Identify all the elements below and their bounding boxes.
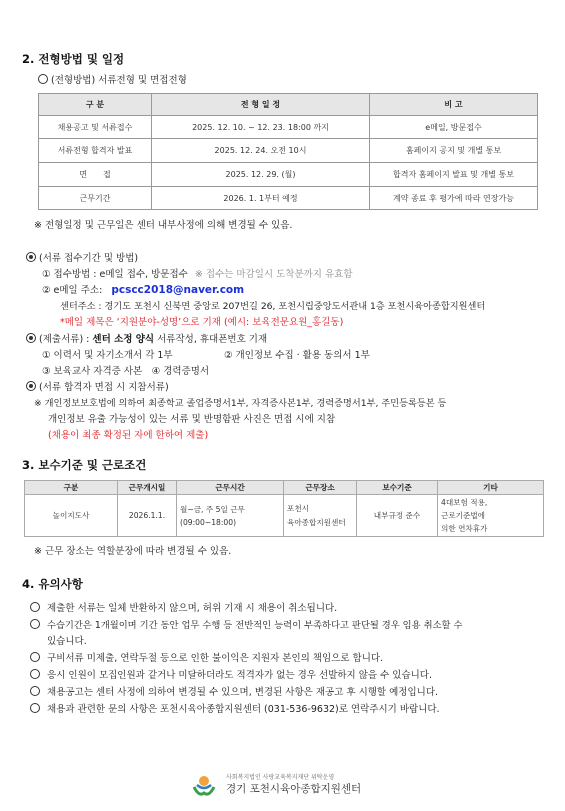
notice-item [30,650,383,664]
hours-line2: (09:00~18:00) [180,518,237,527]
docs-b2-line1b: ② 개인정보 수집 · 활용 동의서 1부 [224,350,370,361]
s2-intro [38,72,187,86]
cell: 채용공고 및 서류접수 [39,116,152,139]
col-header-etc: 기타 [438,481,544,495]
docs-b1-line1-main: ① 접수방법 : e메일 접수, 방문접수 [42,269,188,280]
docs-b1-line1-note: ※ 접수는 마감일시 도착분까지 유효함 [194,269,353,280]
notice-item [30,684,438,698]
notice-continuation: 있습니다. [47,636,87,647]
mail-title-note: *메일 제목은 ‘지원분야-성명’으로 기재 (예시: 보육전문요원_홍길동) [60,317,344,328]
etc-line3: 의한 연차휴가 [441,524,488,533]
cell: 서류전형 합격자 발표 [39,139,152,163]
cell: 2026. 1. 1부터 예정 [152,187,370,210]
table-row [25,495,544,537]
cell: 2025. 12. 24. 오전 10시 [152,139,370,163]
s2-note: ※ 전형일정 및 근무일은 센터 내부사정에 의해 변경될 수 있음. [34,220,293,231]
docs-b1-line1 [42,266,353,280]
docs-block1-title [26,250,138,264]
cell: 2026.1.1. [118,495,177,537]
circle-bullet-icon [30,669,40,679]
cell: 합격자 홈페이지 발표 및 개별 통보 [370,163,538,187]
cell: 홈페이지 공지 및 개별 통보 [370,139,538,163]
center-address: 센터주소 : 경기도 포천시 신북면 중앙로 207번길 26, 포천시립중앙도서관내 1층 포천시육아종합지원센터 [60,301,486,312]
docs-b2-rest: 서류작성, 휴대폰번호 기재 [157,334,268,345]
cell: 2025. 12. 10. ~ 12. 23. 18:00 까지 [152,116,370,139]
footer-small-text: 사회복지법인 사랑교육복지재단 위탁운영 [226,774,335,781]
working-conditions-table [24,480,544,537]
circle-bullet-icon [30,686,40,696]
docs-block3-title [26,379,169,393]
docs-b2-line2: ③ 보육교사 자격증 사본 ④ 경력증명서 [42,366,210,377]
circle-bullet-icon [30,619,40,629]
table-row [39,187,538,210]
docs-block2-title [26,331,267,345]
center-logo-icon [190,773,218,799]
cell: 계약 종료 후 평가에 따라 연장가능 [370,187,538,210]
place-line1: 포천시 [287,504,310,513]
docs-b2-bold: 센터 소정 양식 [92,334,155,345]
place-line2: 육아종합지원센터 [287,518,346,527]
cell-hours [177,495,284,537]
docs-b3-line1: ※ 개인정보보호법에 의하여 최종학교 졸업증명서1부, 자격증사본1부, 경력증명서1부, 주민등록등본 등 [34,398,447,409]
docs-b1-line2 [42,282,244,296]
col-header-remarks: 비 고 [370,94,538,116]
docs-b2-line1a: ① 이력서 및 자기소개서 각 1부 [42,350,173,361]
docs-b3-title-text: (서류 합격자 면접 시 지참서류) [39,382,169,393]
col-header-category: 구 분 [39,94,152,116]
col-header-pay: 보수기준 [357,481,438,495]
footer-org-name: 경기 포천시육아종합지원센터 [226,783,362,795]
notice-text: 응시 인원이 모집인원과 같거나 미달하더라도 적격자가 없는 경우 선발하지 않을 수 있습니다. [47,670,432,681]
notice-text: 제출한 서류는 일체 반환하지 않으며, 허위 기재 시 채용이 취소됩니다. [47,603,338,614]
section-2-heading: 2. 전형방법 및 일정 [22,52,125,66]
cell: 면 접 [39,163,152,187]
docs-b1-title-text: (서류 접수기간 및 방법) [39,253,139,264]
cell-etc [438,495,544,537]
footer-logo [190,773,218,802]
section-4-heading: 4. 유의사항 [22,577,83,591]
col-header-hours: 근무시간 [177,481,284,495]
email-address: pcscc2018@naver.com [111,284,245,296]
filled-circle-bullet-icon [26,333,36,343]
cell: 근무기간 [39,187,152,210]
filled-circle-bullet-icon [26,252,36,262]
notice-item [30,701,440,715]
notice-text: 채용공고는 센터 사정에 의하여 변경될 수 있으며, 변경된 사항은 재공고 후 시행할 예정입니다. [47,687,439,698]
etc-line2: 근로기준법에 [441,511,486,520]
col-header-schedule: 전 형 일 정 [152,94,370,116]
cell-place [284,495,357,537]
circle-bullet-icon [30,703,40,713]
cell: e메일, 방문접수 [370,116,538,139]
notice-text: 구비서류 미제출, 연락두절 등으로 인한 불이익은 지원자 본인의 책임으로 합니다. [47,653,384,664]
schedule-table [38,93,538,210]
etc-line1: 4대보험 적용, [441,498,488,507]
docs-b2-prefix: (제출서류) : [39,334,90,345]
cell: 2025. 12. 29. (월) [152,163,370,187]
cell: 놀이지도사 [25,495,118,537]
docs-b3-line2: 개인정보 유출 가능성이 있는 서류 및 반명함판 사진은 면접 시에 지참 [48,414,336,425]
notice-item [30,600,337,614]
notice-text: 채용과 관련한 문의 사항은 포천시육아종합지원센터 (031-536-9632)로 연락주시기 바랍니다. [47,704,440,715]
col-header-place: 근무장소 [284,481,357,495]
notice-item [30,667,432,681]
s2-intro-text: (전형방법) 서류전형 및 면접전형 [51,75,187,86]
table-row [39,116,538,139]
hours-line1: 월~금, 주 5일 근무 [180,505,245,514]
col-header-start: 근무개시일 [118,481,177,495]
notice-item [30,617,462,631]
section-3-heading: 3. 보수기준 및 근로조건 [22,458,147,472]
docs-b3-line3: (채용이 최종 확정된 자에 한하여 제출) [48,430,209,441]
s3-note: ※ 근무 장소는 역할분장에 따라 변경될 수 있음. [34,546,232,557]
table-row [39,163,538,187]
circle-bullet-icon [30,652,40,662]
filled-circle-bullet-icon [26,381,36,391]
col-header-type: 구분 [25,481,118,495]
circle-bullet-icon [38,74,48,84]
notice-text: 수습기간은 1개월이며 기간 동안 업무 수행 등 전반적인 능력이 부족하다고 판단될 경우 임용 취소할 수 [46,620,463,631]
email-label: ② e메일 주소: [42,285,103,296]
table-row [39,139,538,163]
cell: 내부규정 준수 [357,495,438,537]
circle-bullet-icon [30,602,40,612]
